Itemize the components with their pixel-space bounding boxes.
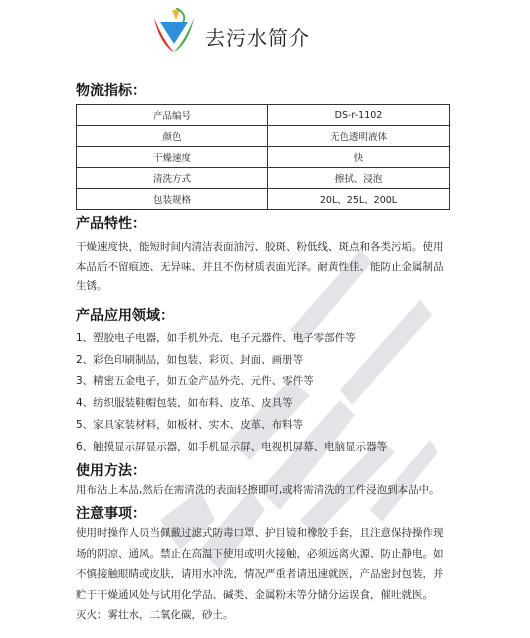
notes-heading: 注意事项： — [76, 506, 146, 522]
spec-value: 擦拭、浸泡 — [268, 168, 450, 189]
list-item: 4、纺织服装鞋帽包装，如布料、皮革、皮具等 — [76, 397, 293, 410]
notes-line: 不慎接触眼睛或皮肤，请用水冲洗，情况严重者请迅速就医，产品密封包装，并 — [76, 568, 444, 580]
logistics-table — [76, 104, 450, 210]
notes-line: 使用时操作人员当佩戴过滤式防毒口罩、护目镜和橡胶手套，且注意保持操作现 — [76, 527, 444, 539]
table-row — [77, 189, 450, 210]
company-logo — [150, 8, 198, 54]
notes-line: 贮于干燥通风处与试用化学品、碱类、金属粉末等分储分运误食，催吐就医。 — [76, 588, 433, 601]
applications-heading: 产品应用领域： — [76, 308, 174, 324]
table-row — [77, 126, 450, 147]
list-item: 1、塑胶电子电器，如手机外壳、电子元器件、电子零部件等 — [76, 332, 356, 344]
spec-label: 干燥速度 — [77, 147, 268, 168]
features-heading: 产品特性： — [76, 216, 146, 232]
spec-value: 20L、25L、200L — [268, 189, 450, 210]
features-text — [76, 238, 452, 297]
applications-list — [76, 328, 452, 458]
spec-label: 包装规格 — [77, 189, 268, 210]
table-row — [77, 105, 450, 126]
features-line: 生锈。 — [76, 280, 108, 292]
table-row — [77, 168, 450, 189]
spec-label: 清洗方式 — [77, 168, 268, 189]
spec-value: DS-r-1102 — [268, 105, 450, 126]
features-line: 本品后不留痕迹、无异味、并且不伤材质表面光泽。耐黄性佳、能防止金属制品 — [76, 260, 444, 273]
notes-line: 灭火：雾壮水，二氧化碳，砂土。 — [76, 609, 234, 621]
spec-value: 无色透明液体 — [268, 126, 450, 147]
usage-heading: 使用方法： — [76, 463, 146, 479]
features-line: 干燥速度快，能短时间内清洁表面油污、胶斑、粉低线、斑点和各类污垢。使用 — [76, 241, 444, 253]
notes-line: 场的阴凉、通风。禁止在高温下使用或明火接触，必须远离火源、防止静电。如 — [76, 547, 444, 560]
spec-label: 产品编号 — [77, 105, 268, 126]
spec-value: 快 — [268, 147, 450, 168]
list-item: 5、家具家装材料，如板材、实木、皮革、布料等 — [76, 418, 304, 431]
list-item: 6、触摸显示屏显示器，如手机显示屏、电视机屏幕、电脑显示器等 — [76, 440, 388, 453]
list-item: 2、彩色印刷制品，如包装、彩页、封面、画册等 — [76, 353, 304, 366]
notes-text — [76, 523, 452, 626]
logistics-heading: 物流指标： — [76, 83, 146, 99]
table-row — [77, 147, 450, 168]
spec-label: 颜色 — [77, 126, 268, 147]
usage-text: 用布沾上本品,然后在需清洗的表面轻擦即可,或将需清洗的工件浸泡到本品中。 — [76, 484, 440, 496]
page-header — [0, 0, 530, 60]
list-item: 3、精密五金电子，如五金产品外壳、元件、零件等 — [76, 375, 314, 388]
page-title: 去污水简介 — [205, 26, 310, 50]
